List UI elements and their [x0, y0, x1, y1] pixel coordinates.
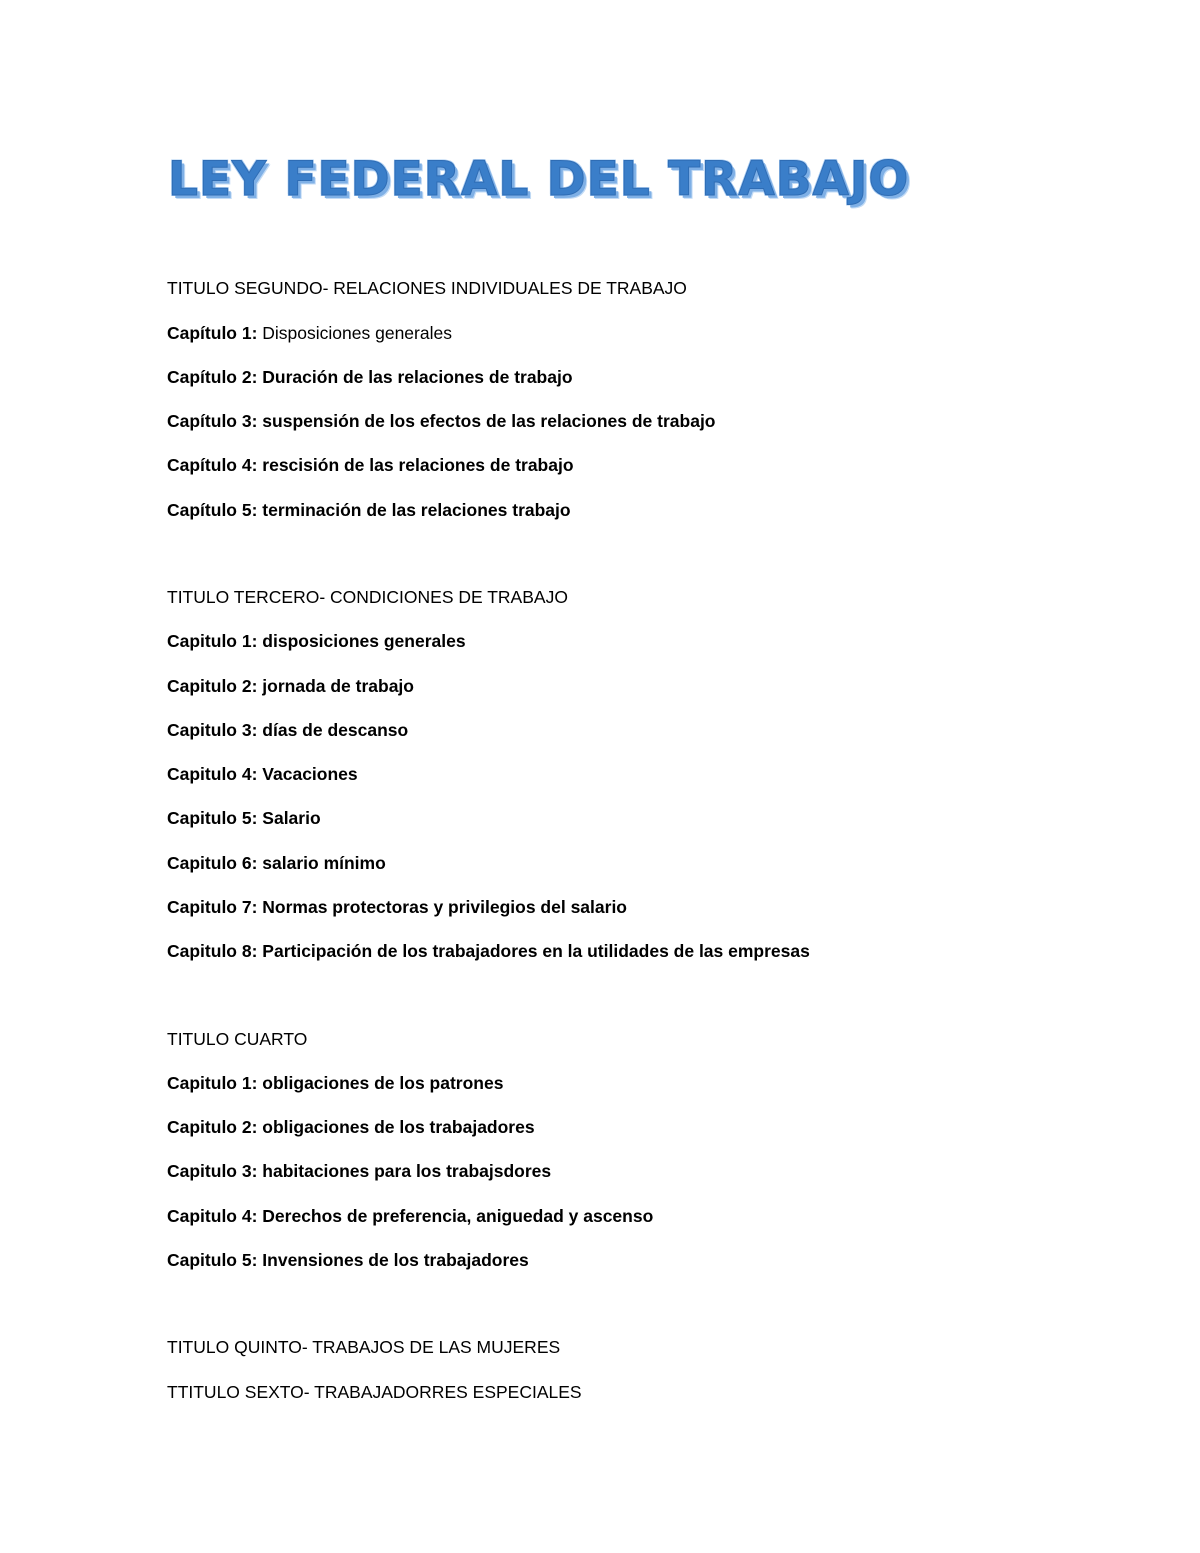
chapter-label: Capitulo 5: — [167, 1250, 258, 1270]
chapter-text: días de descanso — [257, 720, 409, 740]
chapter-item — [167, 498, 571, 522]
chapter-label: Capítulo 2: — [167, 367, 258, 387]
chapter-text: salario mínimo — [257, 853, 386, 873]
chapter-text: rescisión de las relaciones de trabajo — [257, 455, 574, 475]
chapter-label: Capítulo 5: — [167, 500, 258, 520]
chapter-item — [167, 365, 573, 389]
chapter-text: Normas protectoras y privilegios del salario — [257, 897, 627, 917]
chapter-text: Derechos de preferencia, aniguedad y ascenso — [257, 1206, 654, 1226]
chapter-label: Capitulo 3: — [167, 720, 258, 740]
section-heading: TITULO QUINTO- TRABAJOS DE LAS MUJERES — [167, 1337, 561, 1357]
chapter-text: Salario — [257, 808, 321, 828]
chapter-label: Capitulo 8: — [167, 941, 258, 961]
chapter-item — [167, 409, 716, 433]
chapter-text: habitaciones para los trabajsdores — [257, 1161, 552, 1181]
chapter-text: suspensión de los efectos de las relaciones de trabajo — [257, 411, 716, 431]
section-heading: TITULO CUARTO — [167, 1029, 308, 1049]
chapter-text: Disposiciones generales — [257, 323, 452, 343]
chapter-text: terminación de las relaciones trabajo — [257, 500, 571, 520]
chapter-label: Capitulo 5: — [167, 808, 258, 828]
chapter-text: obligaciones de los patrones — [257, 1073, 504, 1093]
chapter-item — [167, 1159, 551, 1183]
chapter-item — [167, 674, 414, 698]
chapter-label: Capítulo 1: — [167, 323, 258, 343]
chapter-label: Capítulo 4: — [167, 455, 258, 475]
section-heading: TTITULO SEXTO- TRABAJADORRES ESPECIALES — [167, 1382, 582, 1402]
chapter-label: Capitulo 6: — [167, 853, 258, 873]
section-heading: TITULO TERCERO- CONDICIONES DE TRABAJO — [167, 587, 568, 607]
chapter-text: Duración de las relaciones de trabajo — [257, 367, 573, 387]
chapter-item — [167, 1115, 535, 1139]
chapter-item — [167, 806, 321, 830]
chapter-label: Capitulo 4: — [167, 1206, 258, 1226]
chapter-label: Capitulo 2: — [167, 1117, 258, 1137]
chapter-label: Capitulo 7: — [167, 897, 258, 917]
chapter-item — [167, 1248, 529, 1272]
section-heading: TITULO SEGUNDO- RELACIONES INDIVIDUALES DE TRABAJO — [167, 278, 687, 298]
chapter-label: Capitulo 1: — [167, 1073, 258, 1093]
chapter-item — [167, 939, 810, 963]
chapter-item — [167, 1204, 653, 1228]
chapter-item — [167, 762, 358, 786]
chapter-label: Capítulo 3: — [167, 411, 258, 431]
chapter-text: disposiciones generales — [257, 631, 466, 651]
chapter-label: Capitulo 2: — [167, 676, 258, 696]
chapter-item — [167, 629, 466, 653]
document-title: LEY FEDERAL DEL TRABAJO — [168, 152, 910, 207]
chapter-text: Vacaciones — [257, 764, 358, 784]
chapter-label: Capitulo 3: — [167, 1161, 258, 1181]
chapter-item — [167, 851, 386, 875]
chapter-item — [167, 321, 452, 345]
chapter-text: jornada de trabajo — [257, 676, 414, 696]
chapter-text: obligaciones de los trabajadores — [257, 1117, 535, 1137]
chapter-label: Capitulo 4: — [167, 764, 258, 784]
chapter-item — [167, 1071, 503, 1095]
chapter-text: Invensiones de los trabajadores — [257, 1250, 529, 1270]
chapter-item — [167, 718, 408, 742]
chapter-item — [167, 895, 627, 919]
chapter-item — [167, 453, 574, 477]
chapter-text: Participación de los trabajadores en la utilidades de las empresas — [257, 941, 810, 961]
chapter-label: Capitulo 1: — [167, 631, 258, 651]
